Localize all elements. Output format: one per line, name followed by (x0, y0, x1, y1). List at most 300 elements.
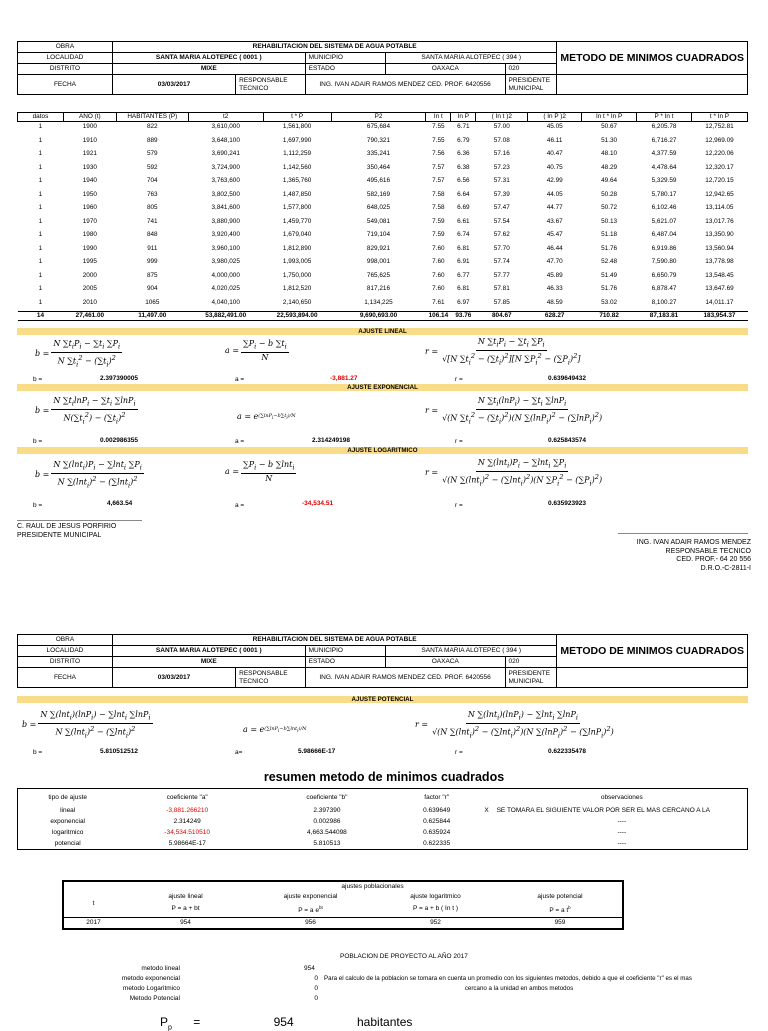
summary-header-5: observaciones (600, 793, 643, 801)
total-cell: 804.67 (476, 312, 528, 321)
summary-cell: 4,663.544098 (307, 829, 347, 836)
signature-right-ced: CED. PROF.- 64 20 556 (676, 556, 751, 563)
table-cell: 57.39 (493, 190, 510, 198)
signature-right-dro: D.R.O.-C-2811-I (700, 564, 751, 572)
formula-logaritmico-b: b = $\frac{N \sum(\ln t_i)P_i - \sum\ln t_i \sum P_i}{N \sum(\ln t_i)^2 - (\sum\ln t_i)^2}$ (35, 460, 142, 489)
proyecto-value-3: 0 (314, 995, 318, 1002)
total-cell: 87,183.81 (637, 312, 692, 321)
table-cell: 1995 (82, 258, 97, 265)
table-cell: 1921 (82, 150, 97, 157)
table-cell: 1,142,560 (282, 163, 312, 171)
total-cell: 22,593,894.00 (263, 312, 331, 321)
table-cell: 719,104 (366, 231, 391, 238)
table-cell: 13,560.94 (705, 244, 734, 252)
table-cell: 6,102.46 (651, 204, 677, 211)
signature-line-left (17, 520, 142, 521)
method-title-2: METODO DE MINIMOS CUADRADOS (557, 635, 748, 668)
lineal-r-value: 0.639649432 (548, 375, 586, 382)
table-cell: 1,812,520 (282, 285, 312, 292)
proyecto-note (324, 974, 754, 994)
total-cell: 106.14 (426, 312, 451, 321)
responsable-value: ING. IVAN ADAIR RAMOS MENDEZ CED. PROF. 6420556 (305, 75, 505, 95)
table-row (18, 230, 748, 244)
ajustes-title: ajustes poblacionales (341, 882, 404, 890)
municipio-value: SANTA MARIA ALOTEPEC ( 394 ) (386, 53, 557, 64)
table-cell: 6.77 (457, 271, 470, 279)
exponencial-r-label: r = (455, 438, 463, 445)
table-cell: 6,650.79 (651, 271, 677, 279)
table-cell: 4,377.59 (651, 150, 677, 157)
responsable-label: RESPONSABLE TECNICO (236, 75, 306, 95)
table-cell: 7.60 (432, 258, 445, 265)
table-cell: 1940 (82, 177, 97, 184)
table-cell: 51.18 (601, 231, 618, 238)
table-cell: 51.76 (601, 285, 618, 292)
table-cell: 1,561,800 (282, 123, 312, 130)
fecha-label: FECHA (18, 75, 113, 95)
table-cell: 57.08 (493, 136, 510, 144)
proyecto-method-0: metodo lineal (141, 965, 180, 972)
col-header-1: AÑO (t) (63, 113, 116, 122)
table-cell: 3,763,600 (211, 177, 240, 184)
signature-right-role: RESPONSABLE TECNICO (665, 547, 751, 555)
presidente-label: PRESIDENTE MUNICIPAL (505, 75, 557, 95)
formula-exponencial-r: r = $\frac{N \sum t_i(\ln P_i) - \sum t_i \sum\ln P_i}{√(N \sum t_i^2 - (\sum t_i)^2)(N \sum(\ln P_i)^2 - (\sum\ln P_i)^2)}$ (425, 396, 603, 425)
col-header-3: t2 (188, 113, 263, 122)
table-cell: 7.56 (432, 150, 445, 157)
logaritmico-a-label: a = (235, 502, 245, 509)
table-cell: 7.57 (432, 163, 445, 171)
table-cell: 7.60 (432, 271, 445, 279)
table-cell: 46.11 (546, 136, 563, 144)
table-cell: 1,365,760 (282, 177, 312, 184)
proyecto-method-2: metodo Logaritmico (122, 985, 180, 992)
estado-label: ESTADO (305, 64, 385, 75)
table-cell: 7.59 (432, 231, 445, 238)
table-cell: 12,320.17 (705, 163, 734, 171)
total-cell: 14 (18, 312, 64, 321)
responsable-value-2: ING. IVAN ADAIR RAMOS MENDEZ CED. PROF. 6420556 (305, 668, 505, 688)
ajuste-name-2: ajuste logaritmico (410, 893, 461, 901)
table-cell: 6.64 (457, 190, 470, 198)
table-cell: 46.44 (546, 244, 563, 252)
table-cell: 45.05 (546, 123, 563, 130)
proyecto-value-1: 0 (314, 975, 318, 982)
table-cell: 57.23 (493, 163, 510, 171)
table-cell: 12,942.65 (705, 190, 734, 198)
col-header-6: In t (426, 113, 451, 122)
summary-header-2: coeficiente "b" (306, 793, 348, 801)
table-cell: 6,878.47 (651, 285, 677, 292)
formula-logaritmico-a: a = $\frac{\sum P_i - b \sum\ln t_i}{N}$ (225, 460, 295, 483)
logaritmico-a-value: -34,534.51 (302, 500, 334, 507)
table-cell: 3,724,900 (211, 163, 240, 171)
table-cell: 57.81 (493, 285, 510, 292)
table-cell: 2000 (82, 271, 97, 279)
signature-left-role: PRESIDENTE MUNICIPAL (17, 531, 102, 539)
estado-code-2: 020 (505, 657, 557, 668)
summary-row (18, 805, 748, 816)
table-cell: 1 (38, 244, 43, 252)
table-cell: 7.59 (432, 217, 445, 225)
table-cell: 7.58 (432, 190, 445, 198)
obra-label: OBRA (18, 42, 113, 53)
table-cell: 1,993,005 (282, 258, 312, 265)
table-cell: 350,464 (366, 163, 391, 171)
table-cell: 579 (146, 150, 158, 157)
proyecto-title: POBLACION DE PROYECTO AL AÑO 2017 (340, 953, 468, 960)
distrito-label-2: DISTRITO (18, 657, 113, 668)
table-cell: 7.55 (432, 136, 445, 144)
table-cell: 817,216 (366, 285, 391, 292)
formula-lineal-a: a = $\frac{\sum P_i - b \sum t_i}{N}$ (225, 339, 287, 362)
table-row (18, 122, 748, 136)
table-cell: 57.70 (493, 244, 510, 252)
summary-cell: potencial (54, 840, 81, 847)
signature-left-name: C. RAUL DE JESUS PORFIRIO (17, 523, 117, 530)
exponencial-r-value: 0.625843574 (548, 437, 586, 444)
table-cell: 1,679,040 (282, 231, 312, 238)
col-header-9: ( In P )2 (528, 113, 582, 122)
ajuste-formula-0 (123, 903, 248, 918)
ajuste-name-3: ajuste potencial (537, 893, 583, 901)
header-table-1 (17, 41, 748, 95)
table-cell: 2,140,650 (282, 298, 312, 306)
formula-lineal-r: r = $\frac{N \sum t_iP_i - \sum t_i \sum P_i}{√[N \sum t_i^2 - (\sum t_i)^2][N \sum P_i^2 - (\sum P_i)^2]}$ (425, 337, 581, 366)
poblacion-final-value: 954 (273, 1015, 294, 1029)
summary-cell: 0.625844 (423, 818, 451, 825)
municipio-label-2: MUNICIPIO (305, 646, 385, 657)
table-cell: 6.61 (457, 217, 470, 225)
table-cell: 1,134,225 (364, 298, 393, 306)
table-cell: 6.91 (457, 258, 470, 265)
table-cell: 46.33 (546, 285, 563, 292)
table-cell: 12,752.81 (705, 123, 734, 130)
ajustes-t-label: t (92, 900, 95, 908)
section-logaritmico-title: AJUSTE LOGARITMICO (17, 447, 748, 454)
potencial-r-value: 0.622335478 (548, 748, 586, 755)
obra-value: REHABILITACION DEL SISTEMA DE AGUA POTABLE (112, 42, 556, 53)
table-cell: 1930 (82, 163, 97, 171)
ajuste-value-1: 956 (305, 918, 316, 926)
ajustes-table (62, 880, 624, 930)
table-cell: 49.64 (601, 177, 618, 184)
summary-cell: lineal (60, 807, 76, 814)
col-header-2: HABITANTES (P) (116, 113, 188, 122)
ajuste-formula-3 (498, 903, 623, 918)
table-cell: 3,880,900 (211, 217, 240, 225)
localidad-value: SANTA MARIA ALOTEPEC ( 0001 ) (112, 53, 305, 64)
table-cell: 57.85 (493, 298, 510, 306)
col-header-7: In P (451, 113, 476, 122)
estado-code: 020 (505, 64, 557, 75)
table-cell: 1065 (145, 298, 160, 306)
total-cell: 710.82 (582, 312, 637, 321)
proyecto-values (290, 964, 318, 1004)
totals-row (18, 312, 748, 321)
table-cell: 1 (38, 190, 43, 198)
ajuste-formula-3-text: P = a t (549, 906, 569, 914)
table-cell: 4,020,025 (211, 285, 240, 292)
poblacion-final-sub: p (168, 1024, 172, 1031)
potencial-a-label: a= (235, 749, 243, 756)
logaritmico-b-value: 4,663.54 (107, 500, 133, 507)
table-row (18, 136, 748, 150)
exponencial-a-value: 2.314249198 (312, 437, 350, 444)
table-row (18, 203, 748, 217)
exponencial-b-value: 0.002986355 (100, 437, 138, 444)
table-cell: 4,000,000 (211, 271, 240, 279)
obra-value-2: REHABILITACION DEL SISTEMA DE AGUA POTABLE (112, 635, 556, 646)
table-cell: 6.38 (457, 163, 470, 171)
col-header-8: ( In t )2 (476, 113, 528, 122)
total-cell: 93.76 (451, 312, 476, 321)
table-cell: 1 (38, 298, 43, 306)
summary-cell: 2.397390 (313, 807, 341, 814)
table-cell: 3,690,241 (211, 150, 240, 157)
summary-cell (477, 827, 497, 838)
poblacion-final-eq: = (193, 1015, 201, 1029)
summary-cell: ---- (617, 818, 627, 825)
table-cell: 822 (146, 123, 158, 130)
table-cell: 57.62 (493, 231, 510, 238)
potencial-b-value: 5.810512512 (100, 748, 138, 755)
table-cell: 1990 (82, 244, 97, 252)
presidente-label-2: PRESIDENTE MUNICIPAL (505, 668, 557, 688)
col-header-4: t * P (263, 113, 331, 122)
poblacion-final-label: P (160, 1015, 169, 1029)
table-cell: 5,780.17 (651, 190, 677, 198)
poblacion-final (160, 1015, 412, 1031)
table-cell: 998,001 (366, 258, 391, 265)
logaritmico-r-value: 0.635923923 (548, 500, 586, 507)
table-cell: 5,329.59 (651, 177, 677, 184)
table-cell: 3,980,025 (211, 258, 240, 265)
table-cell: 40.47 (546, 150, 563, 157)
table-cell: 7.60 (432, 285, 445, 292)
summary-cell: -34,534.510510 (164, 829, 210, 836)
summary-table (17, 788, 748, 850)
table-cell: 1,750,000 (282, 271, 312, 279)
table-row (18, 149, 748, 163)
table-cell: 6,716.27 (651, 136, 677, 144)
table-cell: 3,920,400 (211, 231, 240, 238)
proyecto-value-0: 954 (304, 965, 315, 972)
ajuste-value-0: 954 (180, 918, 191, 926)
table-cell: 875 (146, 271, 158, 279)
col-header-0: datos (18, 113, 64, 122)
table-cell: 549,081 (366, 217, 391, 225)
table-cell: 50.72 (601, 204, 618, 211)
proyecto-methods (80, 964, 180, 1004)
table-cell: 6,487.04 (651, 231, 677, 238)
table-cell: 848 (146, 231, 158, 238)
municipio-value-2: SANTA MARIA ALOTEPEC ( 394 ) (386, 646, 557, 657)
lineal-a-label: a = (235, 376, 245, 383)
table-cell: 51.76 (601, 244, 618, 252)
table-cell: 13,114.05 (705, 204, 734, 211)
poblacion-final-unit: habitantes (357, 1015, 413, 1029)
distrito-label: DISTRITO (18, 64, 113, 75)
fecha-label-2: FECHA (18, 668, 113, 688)
col-header-12: t * In P (691, 113, 747, 122)
total-cell: 628.27 (528, 312, 582, 321)
ajuste-formula-1-text: P = a e (298, 906, 319, 914)
proyecto-method-3: Metodo Potencial (129, 995, 180, 1002)
summary-header-row (18, 789, 748, 806)
table-cell: 335,241 (366, 150, 391, 157)
table-cell: 6.81 (457, 285, 470, 292)
formula-exponencial-b: b = $\frac{N \sum t_i\ln P_i - \sum t_i \sum\ln P_i}{N(\sum t_i^2) - (\sum t_i)^2}$ (35, 396, 136, 425)
logaritmico-b-label: b = (33, 502, 43, 509)
distrito-value: MIXE (112, 64, 305, 75)
table-cell: 1 (38, 271, 43, 279)
total-cell: 183,954.37 (691, 312, 747, 321)
summary-cell: 5.98664E-17 (168, 840, 206, 847)
proyecto-method-1: metodo exponencial (121, 975, 180, 982)
table-row (18, 176, 748, 190)
table-cell: 51.30 (601, 136, 618, 144)
summary-cell: ---- (617, 829, 627, 836)
municipio-label: MUNICIPIO (305, 53, 385, 64)
table-cell: 805 (146, 204, 158, 211)
table-cell: 1 (38, 231, 43, 238)
formula-potencial-r: r = $\frac{N \sum(\ln t_i)(\ln P_i) - \sum\ln t_i \sum\ln P_i}{√(N \sum(\ln t_i)^2 - (\sum\ln t_i)^2)(N \sum(\ln P_i)^2 - (\sum\ln P_i)^2)}$ (415, 710, 614, 739)
section-lineal-title: AJUSTE LINEAL (17, 328, 748, 335)
table-cell: 13,778.98 (705, 258, 734, 265)
table-row (18, 190, 748, 204)
summary-cell (477, 816, 497, 827)
table-cell: 6,205.78 (651, 123, 677, 130)
summary-header-0: tipo de ajuste (48, 793, 87, 801)
total-cell: 11,497.00 (116, 312, 188, 321)
table-cell: 48.29 (601, 163, 618, 171)
ajuste-formula-0-text: P = a + bt (171, 905, 200, 913)
table-row (18, 257, 748, 271)
table-cell: 6.79 (457, 136, 470, 144)
table-cell: 13,548.45 (705, 271, 734, 279)
table-cell: 12,220.06 (705, 150, 734, 157)
table-cell: 12,969.09 (705, 136, 734, 144)
table-cell: 495,616 (366, 177, 391, 184)
summary-cell: X (484, 807, 489, 814)
table-cell: 763 (146, 190, 158, 198)
table-cell: 1 (38, 136, 43, 144)
col-header-11: P * In t (637, 113, 692, 122)
table-cell: 48.10 (601, 150, 618, 157)
fecha-value-2: 03/03/2017 (112, 668, 235, 688)
table-cell: 1 (38, 285, 43, 292)
table-cell: 1 (38, 217, 43, 225)
header-table-2 (17, 634, 748, 688)
table-cell: 1900 (82, 123, 97, 130)
table-cell: 6,919.86 (651, 244, 677, 252)
table-cell: 6.74 (457, 231, 470, 238)
table-cell: 1 (38, 204, 43, 211)
localidad-label-2: LOCALIDAD (18, 646, 113, 657)
lineal-r-label: r = (455, 376, 463, 383)
summary-title: resumen metodo de minimos cuadrados (263, 770, 505, 784)
table-cell: 6.71 (457, 123, 470, 130)
header-blank (557, 75, 748, 95)
exponencial-b-label: b = (33, 438, 43, 445)
table-cell: 6.69 (457, 204, 470, 211)
table-cell: 1 (38, 258, 43, 265)
proyecto-note-line2: cercano a la unidad en ambos metodos (464, 985, 574, 992)
estado-value: OAXACA (386, 64, 505, 75)
table-cell: 7.58 (432, 204, 445, 211)
table-cell: 1980 (82, 231, 97, 238)
lineal-b-value: 2.397390005 (100, 375, 138, 382)
table-cell: 57.77 (493, 271, 510, 279)
estado-label-2: ESTADO (305, 657, 385, 668)
table-cell: 889 (146, 136, 158, 144)
table-cell: 44.77 (546, 204, 563, 211)
table-cell: 829,921 (366, 244, 391, 252)
ajuste-formula-1-sup: bt (318, 904, 323, 910)
col-header-5: P2 (331, 113, 426, 122)
summary-cell: ---- (617, 840, 627, 847)
summary-cell: 0.639649 (423, 807, 451, 814)
col-header-10: In t * In P (582, 113, 637, 122)
table-cell: 13,350.90 (705, 231, 734, 238)
summary-header-1: coeficiente "a" (166, 793, 208, 801)
table-cell: 4,040,100 (211, 298, 240, 306)
summary-cell: exponencial (50, 818, 86, 825)
total-cell: 53,882,491.00 (188, 312, 263, 321)
table-row (18, 244, 748, 258)
table-cell: 1,459,770 (282, 217, 312, 225)
summary-body (18, 805, 748, 850)
table-cell: 57.16 (493, 150, 510, 157)
formula-potencial-b: b = $\frac{N \sum(\ln t_i)(\ln P_i) - \sum\ln t_i \sum\ln P_i}{N \sum(\ln t_i)^2 - (\sum\ln t_i)^2}$ (22, 710, 151, 739)
table-cell: 1,577,800 (282, 204, 312, 211)
table-cell: 50.28 (601, 190, 618, 198)
table-cell: 1 (38, 123, 43, 130)
table-cell: 6.97 (457, 298, 470, 306)
method-title: METODO DE MINIMOS CUADRADOS (557, 42, 748, 75)
table-cell: 1,812,890 (282, 244, 312, 252)
table-row (18, 217, 748, 231)
table-cell: 2010 (82, 298, 97, 306)
table-cell: 999 (146, 258, 158, 265)
table-cell: 1 (38, 177, 43, 184)
table-cell: 51.49 (601, 271, 618, 279)
table-cell: 3,841,600 (211, 204, 240, 211)
table-row (18, 271, 748, 285)
potencial-r-label: r = (455, 749, 463, 756)
summary-cell: 0.622335 (423, 840, 451, 847)
table-cell: 3,648,100 (211, 136, 240, 144)
table-cell: 45.47 (546, 231, 563, 238)
table-cell: 8,100.27 (651, 298, 677, 306)
ajustes-year: 2017 (86, 918, 101, 926)
signature-line-right (618, 533, 748, 534)
table-cell: 1,487,850 (282, 190, 312, 198)
responsable-label-2: RESPONSABLE TECNICO (236, 668, 306, 688)
summary-cell: 0.002986 (313, 818, 341, 825)
summary-cell: 5.810513 (313, 840, 341, 847)
signature-left (17, 523, 116, 540)
table-cell: 45.89 (546, 271, 563, 279)
total-cell: 9,690,693.00 (331, 312, 426, 321)
summary-cell: 0.635924 (423, 829, 451, 836)
table-cell: 48.59 (546, 298, 563, 306)
table-cell: 3,960,100 (211, 244, 240, 252)
table-cell: 1 (38, 150, 43, 157)
potencial-a-value: 5.98666E-17 (298, 748, 336, 755)
table-cell: 42.99 (546, 177, 563, 184)
